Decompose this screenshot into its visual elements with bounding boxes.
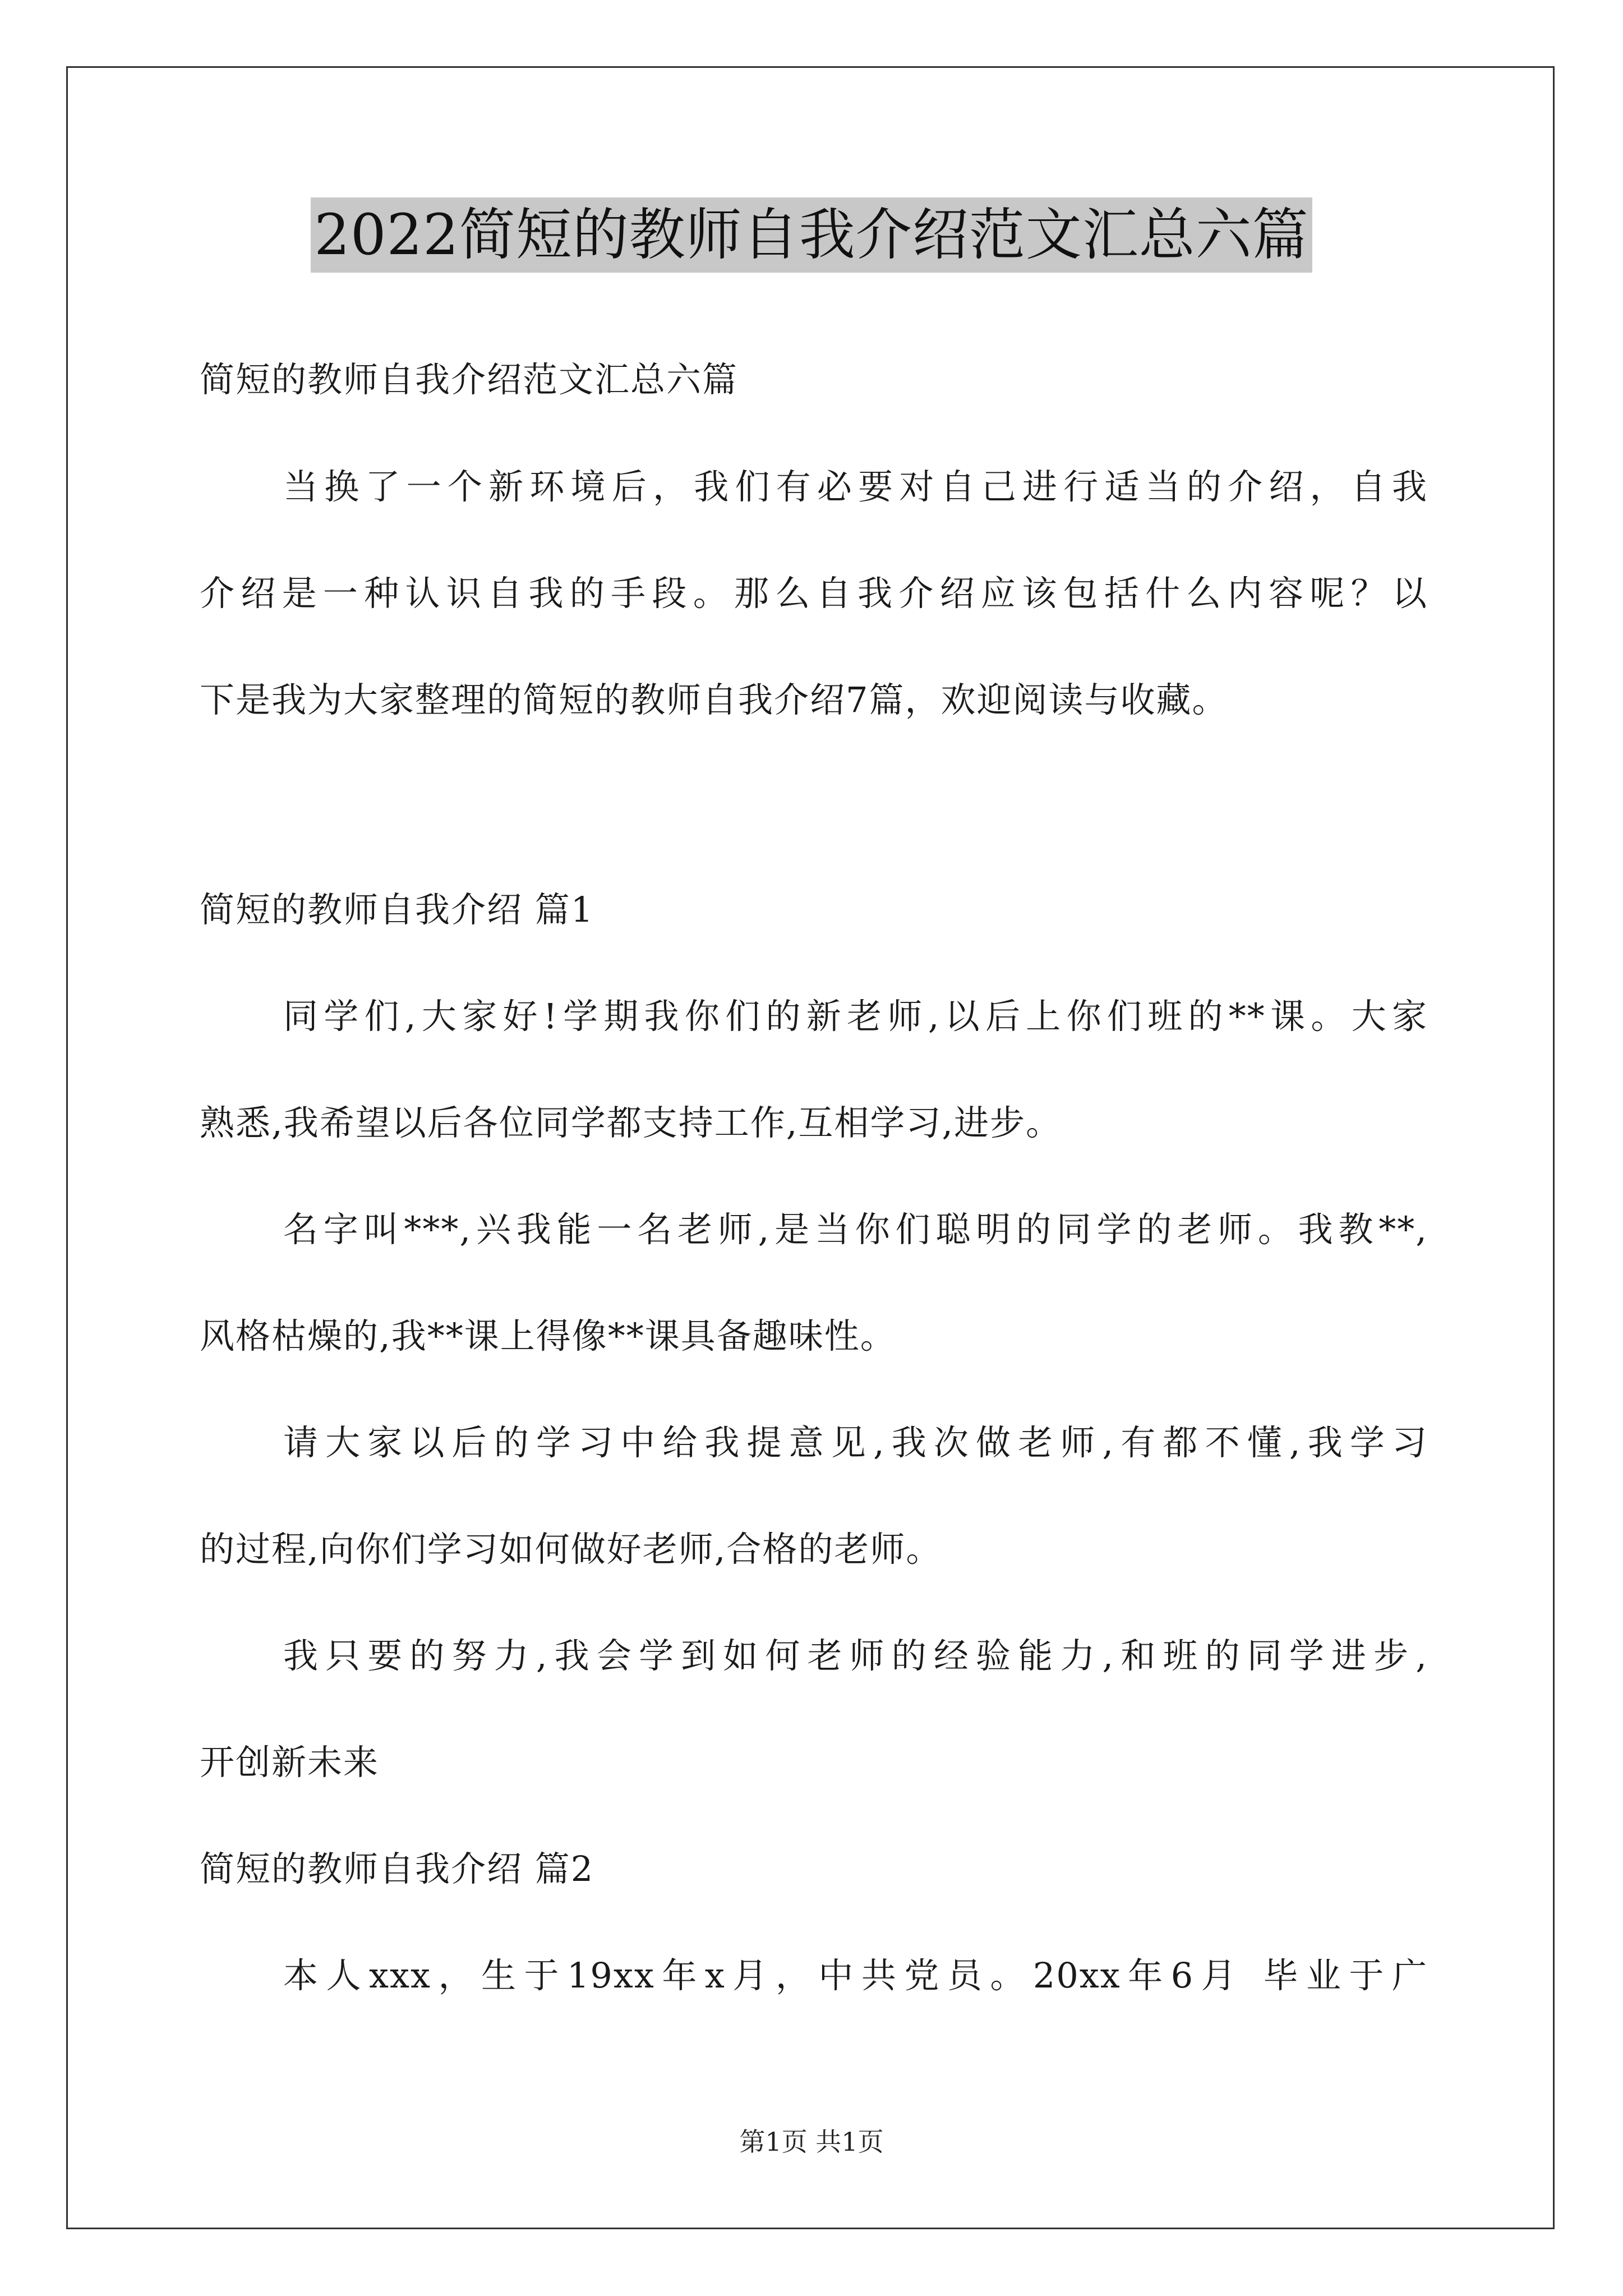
section1-line-7: 我只要的努力,我会学到如何老师的经验能力,和班的同学进步, bbox=[283, 1635, 1428, 1676]
section1-line-5: 请大家以后的学习中给我提意见,我次做老师,有都不懂,我学习 bbox=[283, 1422, 1428, 1463]
section1-line-4: 风格枯燥的,我**课上得像**课具备趣味性。 bbox=[200, 1315, 896, 1356]
page-footer: 第1页 共1页 bbox=[739, 2127, 884, 2157]
section1-line-8: 开创新未来 bbox=[200, 1742, 380, 1783]
section1-heading: 简短的教师自我介绍 篇1 bbox=[200, 889, 594, 930]
intro-line-1: 当换了一个新环境后，我们有必要对自己进行适当的介绍，自我 bbox=[283, 466, 1428, 507]
section1-line-2: 熟悉,我希望以后各位同学都支持工作,互相学习,进步。 bbox=[200, 1102, 1062, 1143]
document-title: 2022简短的教师自我介绍范文汇总六篇 bbox=[311, 197, 1312, 273]
subtitle: 简短的教师自我介绍范文汇总六篇 bbox=[200, 359, 739, 400]
intro-line-3: 下是我为大家整理的简短的教师自我介绍7篇，欢迎阅读与收藏。 bbox=[200, 679, 1228, 720]
section2-heading: 简短的教师自我介绍 篇2 bbox=[200, 1848, 594, 1889]
section2-line-1: 本人xxx，生于19xx年x月，中共党员。20xx年6月 毕业于广 bbox=[283, 1955, 1428, 1996]
section1-line-1: 同学们,大家好!学期我你们的新老师,以后上你们班的**课。大家 bbox=[283, 996, 1428, 1037]
title-wrap bbox=[0, 197, 1623, 273]
section1-line-6: 的过程,向你们学习如何做好老师,合格的老师。 bbox=[200, 1529, 942, 1570]
intro-line-2: 介绍是一种认识自我的手段。那么自我介绍应该包括什么内容呢？以 bbox=[200, 573, 1428, 614]
section1-line-3: 名字叫***,兴我能一名老师,是当你们聪明的同学的老师。我教**, bbox=[283, 1209, 1428, 1250]
